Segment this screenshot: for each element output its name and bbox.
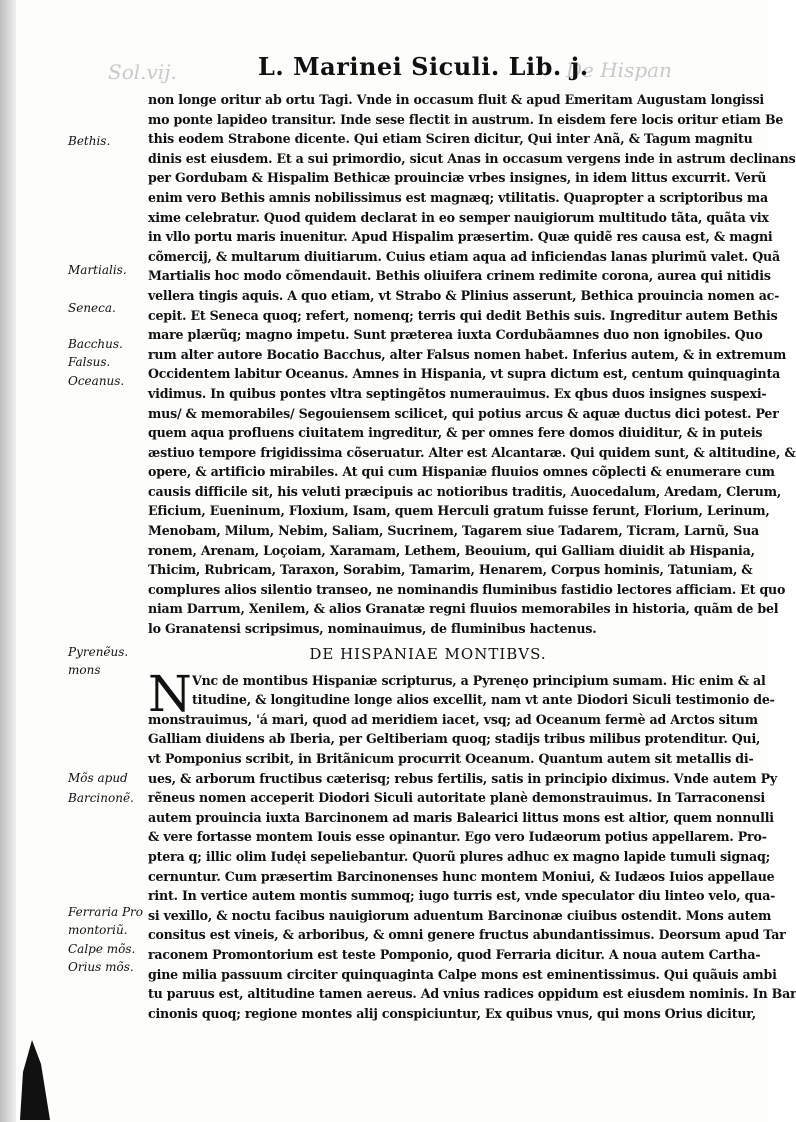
text-line: consitus est vineis, & arboribus, & omni genere fructus abundantissimus. Deorsum apud Tar xyxy=(148,927,786,943)
text-line: opere, & artificio mirabiles. At qui cum Hispaniæ fluuios omnes cõplecti & enumerare cum xyxy=(148,464,775,480)
text-line: ues, & arborum fructibus cæterisq; rebus fertilis, satis in principio diximus. Vnde autem Py xyxy=(148,770,777,786)
scan-edge-shadow xyxy=(0,0,16,1122)
text-line: rẽneus nomen acceperit Diodori Siculi autoritate planè demonstrauimus. In Tarraconensi xyxy=(148,790,765,806)
text-line: æstiuo tempore frigidissima cõseruatur. Alter est Alcantaræ. Qui quidem sunt, & altitudine, & xyxy=(148,444,796,460)
text-line: Menobam, Milum, Nebim, Saliam, Sucrinem, Tagarem siue Tadarem, Ticram, Larnũ, Sua xyxy=(148,523,759,539)
section-title: DE HISPANIAE MONTIBVS. xyxy=(309,644,547,663)
text-line: niam Darrum, Xenilem, & alios Granatæ regni fluuios memorabiles in historia, quãm de bel xyxy=(148,601,779,617)
text-line: si vexillo, & noctu facibus nauigiorum aduentum Barcinonæ ciuibus ostendit. Mons autem xyxy=(148,907,772,923)
text-line: per Gordubam & Hispalim Bethicæ prouinciæ vrbes insignes, in idem littus excurrit. Verũ xyxy=(148,170,767,186)
text-line: & vere fortasse montem Iouis esse opinantur. Ego vero Iudæorum potius appellarem. Pro- xyxy=(148,829,767,845)
margin-note-falsus: Falsus. xyxy=(68,355,111,369)
main-text-block xyxy=(148,90,796,1023)
text-line: rint. In vertice autem montis summoq; iugo turris est, vnde speculator diu linteo velo, qua- xyxy=(148,888,776,904)
text-line: vt Pomponius scribit, in Britãnicum procurrit Oceanum. Quantum autem sit metallis di- xyxy=(148,751,754,766)
running-header: L. Marinei Siculi. Lib. j. xyxy=(258,52,589,81)
text-line: non longe oritur ab ortu Tagi. Vnde in occasum fluit & apud Emeritam Augustam longissi xyxy=(148,92,765,107)
text-line: cernuntur. Cum præsertim Barcinonenses hunc montem Moniui, & Iudæos Iuios appellaue xyxy=(148,868,775,884)
drop-cap: N xyxy=(148,664,192,723)
margin-note-orius: Orius mõs. xyxy=(68,960,134,974)
text-line: enim vero Bethis amnis nobilissimus est magnæq; vtilitatis. Quapropter a scriptoribus ma xyxy=(148,189,768,205)
text-line: in vllo portu maris inuenitur. Apud Hispalim præsertim. Quæ quidẽ res causa est, & magni xyxy=(148,229,773,245)
text-line: autem prouincia iuxta Barcinonem ad maris Balearici littus mons est altior, quem nonnulli xyxy=(148,809,774,825)
text-line: cõmercij, & multarum diuitiarum. Cuius etiam aqua ad inficiendas lanas plurimũ valet. Quã xyxy=(148,248,780,264)
paragraph-mountains xyxy=(148,664,796,1024)
text-line: raconem Promontorium est teste Pomponio, quod Ferraria dicitur. A noua autem Cartha- xyxy=(148,946,761,962)
text-line: cepit. Et Seneca quoq; refert, nomenq; terris qui dedit Bethis suis. Ingreditur autem Bethis xyxy=(148,307,778,323)
margin-note-montorium: montoriũ. xyxy=(68,923,128,937)
text-line: tu paruus est, altitudine tamen aereus. Ad vnius radices oppidum est eiusdem nominis. In Bar xyxy=(148,986,796,1002)
margin-note-bacchus: Bacchus. xyxy=(68,337,123,351)
margin-note-mons: mons xyxy=(68,663,101,677)
margin-note-mos-apud: Mõs apud xyxy=(68,771,128,785)
margin-note-seneca: Seneca. xyxy=(68,301,116,315)
text-line: Eficium, Eueninum, Floxium, Isam, quem Herculi gratum fuisse ferunt, Florium, Lerinum, xyxy=(148,503,770,519)
text-line: mo ponte lapideo transitur. Inde sese flectit in austrum. In eisdem fere locis oritur etiam Be xyxy=(148,111,784,127)
scan-ink-blot xyxy=(20,1040,50,1120)
text-line: monstrauimus, 'á mari, quod ad meridiem iacet, vsq; ad Oceanum fermè ad Arctos situm xyxy=(148,711,758,727)
text-line: causis difficile sit, his veluti præcipuis ac notioribus traditis, Auocedalum, Aredam, Clerum, xyxy=(148,483,782,499)
margin-note-pyreneus: Pyrenẽus. xyxy=(68,645,129,659)
text-line: quem aqua profluens ciuitatem ingreditur, & per omnes fere domos diuiditur, & in puteis xyxy=(148,425,763,441)
margin-note-barcinone: Barcinonẽ. xyxy=(68,791,134,805)
text-line: Occidentem labitur Oceanus. Amnes in Hispania, vt supra dictum est, centum quinquaginta xyxy=(148,366,781,382)
margin-note-ferraria: Ferraria Pro xyxy=(68,905,143,919)
text-line: Thicim, Rubricam, Taraxon, Sorabim, Tamarim, Henarem, Corpus hominis, Tatuniam, & xyxy=(148,562,753,578)
text-line: titudine, & longitudine longe alios excellit, nam vt ante Diodori Siculi testimonio de- xyxy=(192,692,775,708)
paragraph-rivers xyxy=(148,90,796,639)
text-line: lo Granatensi scripsimus, nominauimus, de fluminibus hactenus. xyxy=(148,621,597,637)
text-line: xime celebratur. Quod quidem declarat in eo semper nauigiorum multitudo tãta, quãta vix xyxy=(148,209,769,225)
margin-note-oceanus: Oceanus. xyxy=(68,374,125,388)
text-line: gine milia passuum circiter quinquaginta Calpe mons est eminentissimus. Qui quãuis ambi xyxy=(148,966,777,982)
bleed-through-left: Sol.vij. xyxy=(108,60,177,84)
text-line: dinis est eiusdem. Et a sui primordio, sicut Anas in occasum vergens inde in astrum declinans xyxy=(148,150,796,166)
text-line: ronem, Arenam, Loçoiam, Xaramam, Lethem, Beouium, qui Galliam diuidit ab Hispania, xyxy=(148,542,755,558)
margin-note-calpe: Calpe mõs. xyxy=(68,942,136,956)
bleed-through-right: De Hispan xyxy=(566,58,672,82)
text-line: complures alios silentio transeo, ne nominandis fluminibus fastidio lectores afficiam. Et quo xyxy=(148,581,786,597)
text-line: Galliam diuidens ab Iberia, per Geltiberiam quoq; stadijs tribus milibus protenditur. Qui, xyxy=(148,731,761,747)
text-line: ptera q; illic olim Iudęi sepeliebantur. Quorũ plures adhuc ex magno lapide tumuli signaq; xyxy=(148,848,771,864)
text-line: Vnc de montibus Hispaniæ scripturus, a Pyrenęo principium sumam. Hic enim & al xyxy=(192,672,766,688)
text-line: rum alter autore Bocatio Bacchus, alter Falsus nomen habet. Inferius autem, & in extremum xyxy=(148,346,787,362)
text-line: cinonis quoq; regione montes alij conspiciuntur, Ex quibus vnus, qui mons Orius dicitur, xyxy=(148,1005,756,1021)
text-line: mare plærũq; magno impetu. Sunt præterea iuxta Cordubãamnes duo non ignobiles. Quo xyxy=(148,327,763,343)
text-line: Martialis hoc modo cõmendauit. Bethis oliuifera crinem redimite corona, aurea qui nitidis xyxy=(148,268,771,284)
margin-note-bethis: Bethis. xyxy=(68,134,111,148)
text-line: vellera tingis aquis. A quo etiam, vt Strabo & Plinius asserunt, Bethica prouincia nomen ac- xyxy=(148,287,780,303)
text-line: this eodem Strabone dicente. Qui etiam Sciren dicitur, Qui inter Anã, & Tagum magnitu xyxy=(148,131,753,147)
text-line: mus/ & memorabiles/ Segouiensem scilicet, qui potius arcus & aquæ ductus dici potest. Per xyxy=(148,405,779,421)
text-line: vidimus. In quibus pontes vltra septingẽtos numerauimus. Ex qbus duos insignes suspexi- xyxy=(148,385,767,401)
margin-note-martialis: Martialis. xyxy=(68,263,127,277)
